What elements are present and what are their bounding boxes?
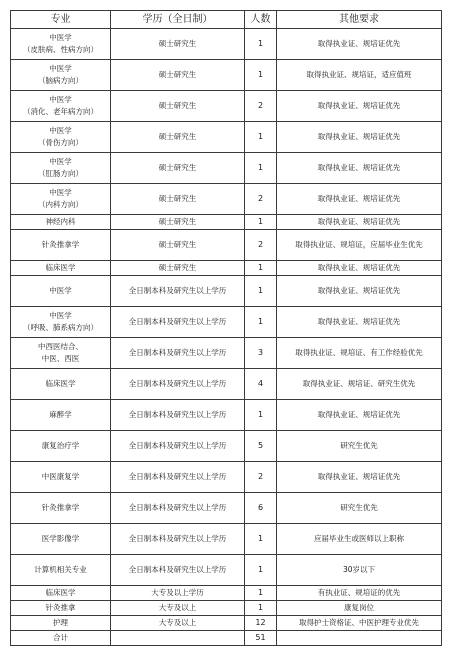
header-major: 专业 <box>11 11 111 29</box>
major-line: 中医、西医 <box>41 354 80 363</box>
cell-education: 大专及以上学历 <box>111 586 245 601</box>
table-row <box>11 230 442 261</box>
table-row <box>11 261 442 276</box>
major-line: （脑病方向） <box>38 76 83 85</box>
cell-requirements: 取得执业证、规培证优先 <box>277 122 442 153</box>
cell-requirements: 康复岗位 <box>277 601 442 616</box>
major-line: 医学影像学 <box>41 534 80 543</box>
cell-count: 1 <box>245 261 277 276</box>
table-row <box>11 616 442 631</box>
cell-education: 全日制本科及研究生以上学历 <box>111 462 245 493</box>
cell-requirements: 有执业证、规培证的优先 <box>277 586 442 601</box>
table-row <box>11 215 442 230</box>
cell-education: 全日制本科及研究生以上学历 <box>111 276 245 307</box>
cell-education: 全日制本科及研究生以上学历 <box>111 307 245 338</box>
major-line: 中医学 <box>49 126 72 135</box>
cell-major <box>11 462 111 493</box>
cell-requirements: 取得执业证、规培证优先 <box>277 400 442 431</box>
cell-count: 1 <box>245 153 277 184</box>
cell-count: 1 <box>245 60 277 91</box>
major-line: （皮肤病、性病方向） <box>23 45 98 54</box>
table-row <box>11 276 442 307</box>
cell-major <box>11 276 111 307</box>
major-line: 临床医学 <box>45 379 76 388</box>
major-line: 中医康复学 <box>41 472 80 481</box>
cell-education: 全日制本科及研究生以上学历 <box>111 431 245 462</box>
cell-major <box>11 524 111 555</box>
cell-education: 全日制本科及研究生以上学历 <box>111 400 245 431</box>
cell-requirements: 研究生优先 <box>277 431 442 462</box>
recruitment-table-container <box>10 10 442 646</box>
cell-count: 2 <box>245 230 277 261</box>
table-row <box>11 122 442 153</box>
table-row <box>11 586 442 601</box>
table-row <box>11 631 442 646</box>
cell-requirements: 取得执业证、规培证优先 <box>277 29 442 60</box>
cell-requirements: 取得执业证、规培证优先 <box>277 91 442 122</box>
cell-count: 3 <box>245 338 277 369</box>
cell-education: 全日制本科及研究生以上学历 <box>111 524 245 555</box>
cell-major <box>11 493 111 524</box>
cell-count: 6 <box>245 493 277 524</box>
cell-education: 全日制本科及研究生以上学历 <box>111 555 245 586</box>
table-row <box>11 524 442 555</box>
cell-education: 大专及以上 <box>111 601 245 616</box>
table-row <box>11 153 442 184</box>
table-row <box>11 555 442 586</box>
cell-education: 全日制本科及研究生以上学历 <box>111 493 245 524</box>
cell-education: 硕士研究生 <box>111 215 245 230</box>
cell-requirements: 30岁以下 <box>277 555 442 586</box>
major-line: 计算机相关专业 <box>34 565 87 574</box>
table-row <box>11 601 442 616</box>
cell-requirements: 取得执业证、规培证优先 <box>277 261 442 276</box>
cell-major <box>11 400 111 431</box>
cell-requirements: 取得执业证、规培证优先 <box>277 153 442 184</box>
cell-count: 5 <box>245 431 277 462</box>
cell-major <box>11 184 111 215</box>
cell-education: 硕士研究生 <box>111 184 245 215</box>
table-body <box>11 29 442 646</box>
cell-education: 全日制本科及研究生以上学历 <box>111 338 245 369</box>
cell-count: 2 <box>245 462 277 493</box>
major-line: 中医学 <box>49 95 72 104</box>
major-line: 神经内科 <box>45 217 76 226</box>
cell-requirements: 研究生优先 <box>277 493 442 524</box>
cell-count: 1 <box>245 307 277 338</box>
cell-education: 硕士研究生 <box>111 91 245 122</box>
table-row <box>11 60 442 91</box>
cell-major <box>11 261 111 276</box>
major-line: 中医学 <box>49 286 72 295</box>
cell-major <box>11 230 111 261</box>
major-line: 针灸推拿学 <box>41 503 80 512</box>
recruitment-table <box>10 10 442 646</box>
cell-education: 硕士研究生 <box>111 261 245 276</box>
cell-count: 12 <box>245 616 277 631</box>
cell-education: 硕士研究生 <box>111 153 245 184</box>
cell-major <box>11 307 111 338</box>
cell-education: 硕士研究生 <box>111 230 245 261</box>
major-line: （骨伤方向） <box>38 138 83 147</box>
cell-count: 1 <box>245 122 277 153</box>
header-education: 学历（全日制） <box>111 11 245 29</box>
cell-education <box>111 631 245 646</box>
cell-education: 硕士研究生 <box>111 122 245 153</box>
cell-requirements: 取得执业证、规培证，应届毕业生优先 <box>277 230 442 261</box>
major-line: 临床医学 <box>45 263 76 272</box>
table-row <box>11 369 442 400</box>
major-line: （呼吸、肺系病方向） <box>23 323 98 332</box>
cell-count: 1 <box>245 276 277 307</box>
major-line: （消化、老年病方向） <box>23 107 98 116</box>
cell-major <box>11 555 111 586</box>
header-row <box>11 11 442 29</box>
table-row <box>11 462 442 493</box>
cell-requirements: 取得执业证、规培证优先 <box>277 276 442 307</box>
table-row <box>11 338 442 369</box>
major-line: （内科方向） <box>38 200 83 209</box>
table-row <box>11 184 442 215</box>
cell-requirements: 取得执业证、规培证、研究生优先 <box>277 369 442 400</box>
cell-education: 硕士研究生 <box>111 29 245 60</box>
cell-requirements: 取得执业证、规培证、有工作经验优先 <box>277 338 442 369</box>
cell-count: 2 <box>245 91 277 122</box>
major-line: 麻醉学 <box>49 410 72 419</box>
table-row <box>11 307 442 338</box>
cell-major <box>11 60 111 91</box>
cell-requirements: 取得执业证、规培证优先 <box>277 184 442 215</box>
cell-education: 硕士研究生 <box>111 60 245 91</box>
cell-requirements: 取得执业证、规培证优先 <box>277 215 442 230</box>
cell-major <box>11 91 111 122</box>
table-row <box>11 493 442 524</box>
cell-requirements: 应届毕业生或医师以上职称 <box>277 524 442 555</box>
cell-major <box>11 153 111 184</box>
cell-count: 1 <box>245 601 277 616</box>
cell-count: 2 <box>245 184 277 215</box>
cell-count: 1 <box>245 29 277 60</box>
cell-count: 1 <box>245 586 277 601</box>
cell-count: 1 <box>245 400 277 431</box>
cell-major <box>11 29 111 60</box>
table-row <box>11 400 442 431</box>
cell-major <box>11 215 111 230</box>
table-row <box>11 431 442 462</box>
cell-count: 1 <box>245 215 277 230</box>
cell-major <box>11 586 111 601</box>
cell-major <box>11 616 111 631</box>
cell-requirements: 取得执业证、规培证优先 <box>277 462 442 493</box>
cell-count: 4 <box>245 369 277 400</box>
major-line: （肛肠方向） <box>38 169 83 178</box>
major-line: 临床医学 <box>45 588 76 597</box>
major-line: 康复治疗学 <box>41 441 80 450</box>
cell-education: 大专及以上 <box>111 616 245 631</box>
cell-count: 51 <box>245 631 277 646</box>
major-line: 护理 <box>53 618 68 627</box>
major-line: 针灸推拿学 <box>41 240 80 249</box>
major-line: 合计 <box>53 633 68 642</box>
cell-count: 1 <box>245 555 277 586</box>
cell-requirements: 取得执业证、规培证优先 <box>277 307 442 338</box>
cell-requirements: 取得执业证、规培证，适应值班 <box>277 60 442 91</box>
major-line: 中医学 <box>49 188 72 197</box>
cell-major <box>11 601 111 616</box>
major-line: 针灸推拿 <box>45 603 76 612</box>
cell-major <box>11 431 111 462</box>
major-line: 中医学 <box>49 64 72 73</box>
header-count: 人数 <box>245 11 277 29</box>
cell-count: 1 <box>245 524 277 555</box>
major-line: 中西医结合、 <box>38 342 83 351</box>
table-row <box>11 29 442 60</box>
major-line: 中医学 <box>49 157 72 166</box>
major-line: 中医学 <box>49 33 72 42</box>
cell-requirements: 取得护士资格证、中医护理专业优先 <box>277 616 442 631</box>
cell-major <box>11 122 111 153</box>
cell-major <box>11 369 111 400</box>
header-requirements: 其他要求 <box>277 11 442 29</box>
cell-education: 全日制本科及研究生以上学历 <box>111 369 245 400</box>
table-row <box>11 91 442 122</box>
cell-major <box>11 631 111 646</box>
major-line: 中医学 <box>49 311 72 320</box>
cell-requirements <box>277 631 442 646</box>
cell-major <box>11 338 111 369</box>
